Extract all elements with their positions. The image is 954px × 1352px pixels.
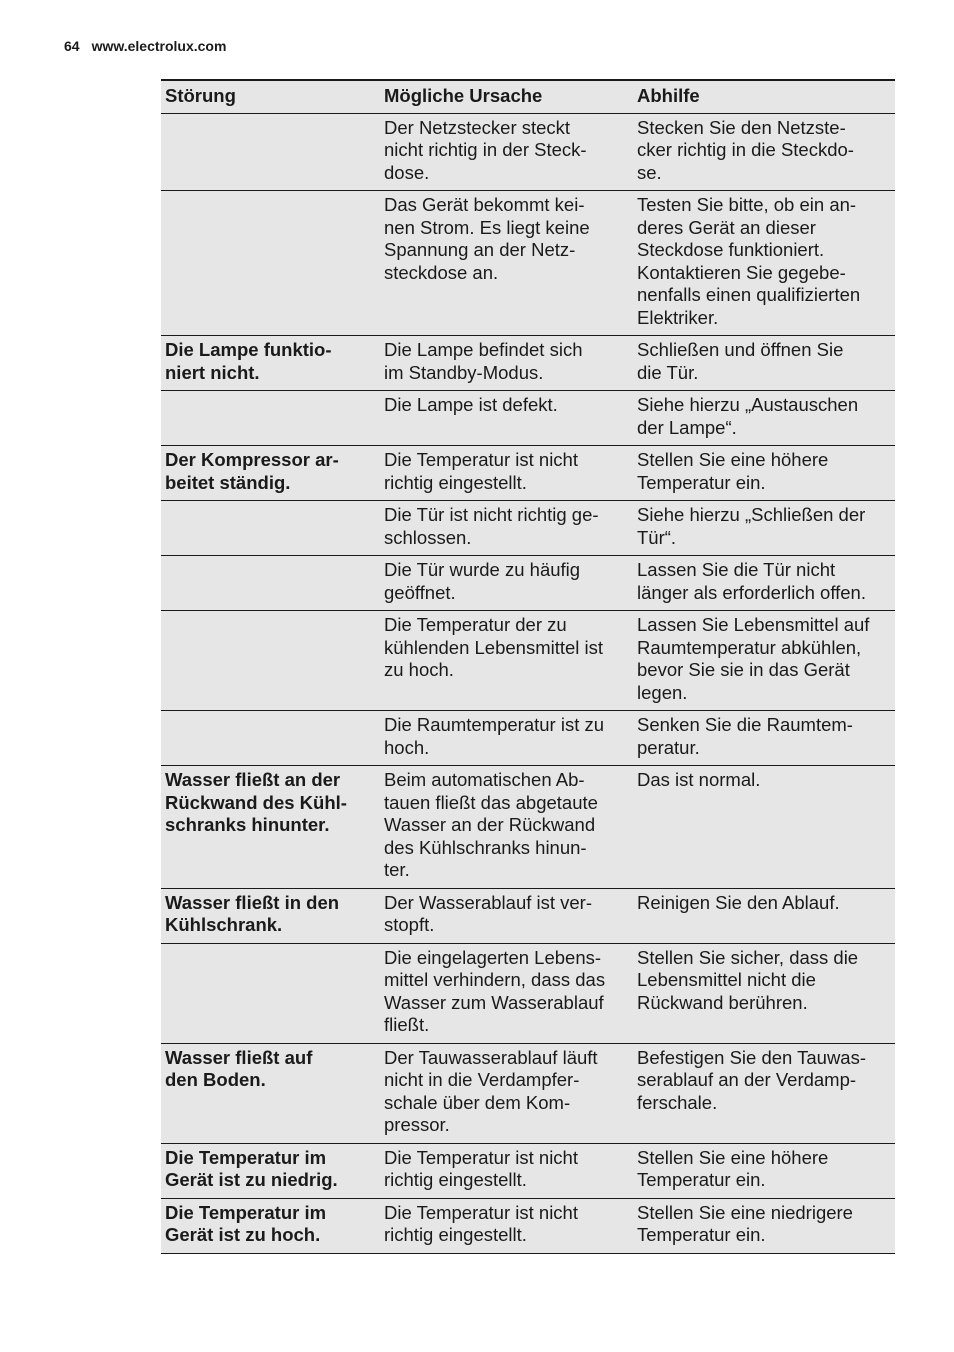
- table-row: [161, 391, 895, 446]
- remedy-cell: Stellen Sie sicher, dass die Lebensmittel nicht die Rückwand berühren.: [637, 946, 859, 1013]
- remedy-cell: Stellen Sie eine höhere Temperatur ein.: [637, 449, 829, 493]
- remedy-cell: Das ist normal.: [637, 769, 761, 790]
- table-row: [161, 191, 895, 336]
- cause-cell: Die Temperatur ist nicht richtig eingestellt.: [384, 449, 578, 493]
- remedy-cell: Reinigen Sie den Ablauf.: [637, 891, 840, 913]
- table-row: [161, 1143, 895, 1198]
- problem-cell: [161, 943, 380, 1043]
- problem-cell: [161, 113, 380, 191]
- problem-cell: Wasser fließt an der Rückwand des Kühl- schranks hinunter.: [165, 769, 347, 835]
- remedy-cell: Lassen Sie Lebensmittel auf Raumtemperatur abkühlen, bevor Sie sie in das Gerät legen.: [637, 614, 870, 703]
- remedy-cell: Befestigen Sie den Tauwas- serablauf an der Verdamp- ferschale.: [637, 1046, 867, 1113]
- cause-cell: Die Temperatur ist nicht richtig eingestellt.: [384, 1146, 578, 1190]
- remedy-cell: Testen Sie bitte, ob ein an- deres Gerät an dieser Steckdose funktioniert. Kontaktieren Sie gegebe- nenfalls einen qualifizierten Elektriker.: [637, 194, 861, 328]
- table-row: [161, 1198, 895, 1253]
- website-link[interactable]: www.electrolux.com: [91, 38, 227, 54]
- table-row: [161, 888, 895, 943]
- page-number: 64: [64, 38, 80, 54]
- remedy-cell: Stellen Sie eine niedrigere Temperatur ein.: [637, 1201, 853, 1245]
- table-row: [161, 556, 895, 611]
- column-header-remedy: Abhilfe: [637, 85, 700, 106]
- table-row: [161, 611, 895, 711]
- remedy-cell: Schließen und öffnen Sie die Tür.: [637, 339, 844, 383]
- cause-cell: Der Netzstecker steckt nicht richtig in der Steck- dose.: [384, 116, 587, 183]
- problem-cell: [161, 501, 380, 556]
- column-header-problem: Störung: [165, 85, 236, 106]
- column-header-cause: Mögliche Ursache: [384, 85, 543, 106]
- remedy-cell: Siehe hierzu „Austauschen der Lampe“.: [637, 394, 859, 438]
- problem-cell: [161, 611, 380, 711]
- problem-cell: Die Lampe funktio- niert nicht.: [165, 339, 332, 383]
- problem-cell: Die Temperatur im Gerät ist zu hoch.: [165, 1201, 327, 1245]
- problem-cell: [161, 556, 380, 611]
- cause-cell: Die Lampe befindet sich im Standby-Modus.: [384, 339, 583, 383]
- cause-cell: Der Tauwasserablauf läuft nicht in die Verdampfer- schale über dem Kom- pressor.: [384, 1046, 598, 1135]
- table-body: [161, 113, 895, 1253]
- cause-cell: Die Tür wurde zu häufig geöffnet.: [384, 559, 581, 603]
- page-header: [64, 38, 226, 54]
- remedy-cell: Stellen Sie eine höhere Temperatur ein.: [637, 1146, 829, 1190]
- table-row: [161, 711, 895, 766]
- problem-cell: [161, 711, 380, 766]
- cause-cell: Die eingelagerten Lebens- mittel verhindern, dass das Wasser zum Wasserablauf fließt.: [384, 946, 606, 1035]
- table-header-row: [161, 80, 895, 113]
- problem-cell: Der Kompressor ar- beitet ständig.: [165, 449, 339, 493]
- cause-cell: Die Raumtemperatur ist zu hoch.: [384, 714, 605, 758]
- cause-cell: Beim automatischen Ab- tauen fließt das abgetaute Wasser an der Rückwand des Kühlschranks hinun- ter.: [384, 769, 598, 880]
- problem-cell: Wasser fließt in den Kühlschrank.: [165, 891, 340, 935]
- cause-cell: Der Wasserablauf ist ver- stopft.: [384, 891, 593, 935]
- cause-cell: Die Temperatur der zu kühlenden Lebensmittel ist zu hoch.: [384, 614, 604, 680]
- cause-cell: Die Tür ist nicht richtig ge- schlossen.: [384, 504, 599, 548]
- table-row: [161, 501, 895, 556]
- problem-cell: Die Temperatur im Gerät ist zu niedrig.: [165, 1146, 338, 1190]
- cause-cell: Die Temperatur ist nicht richtig eingestellt.: [384, 1201, 578, 1245]
- table-row: [161, 336, 895, 391]
- remedy-cell: Siehe hierzu „Schließen der Tür“.: [637, 504, 866, 548]
- table-row: [161, 1043, 895, 1143]
- remedy-cell: Senken Sie die Raumtem- peratur.: [637, 714, 853, 758]
- table-row: [161, 446, 895, 501]
- remedy-cell: Lassen Sie die Tür nicht länger als erforderlich offen.: [637, 559, 866, 603]
- cause-cell: Das Gerät bekommt kei- nen Strom. Es liegt keine Spannung an der Netz- steckdose an.: [384, 194, 590, 283]
- table-row: [161, 943, 895, 1043]
- cause-cell: Die Lampe ist defekt.: [384, 394, 558, 415]
- remedy-cell: Stecken Sie den Netzste- cker richtig in die Steckdo- se.: [637, 116, 854, 183]
- table-row: [161, 766, 895, 889]
- problem-cell: [161, 391, 380, 446]
- problem-cell: [161, 191, 380, 336]
- troubleshooting-table: [161, 79, 895, 1254]
- problem-cell: Wasser fließt auf den Boden.: [165, 1046, 313, 1090]
- table-row: [161, 113, 895, 191]
